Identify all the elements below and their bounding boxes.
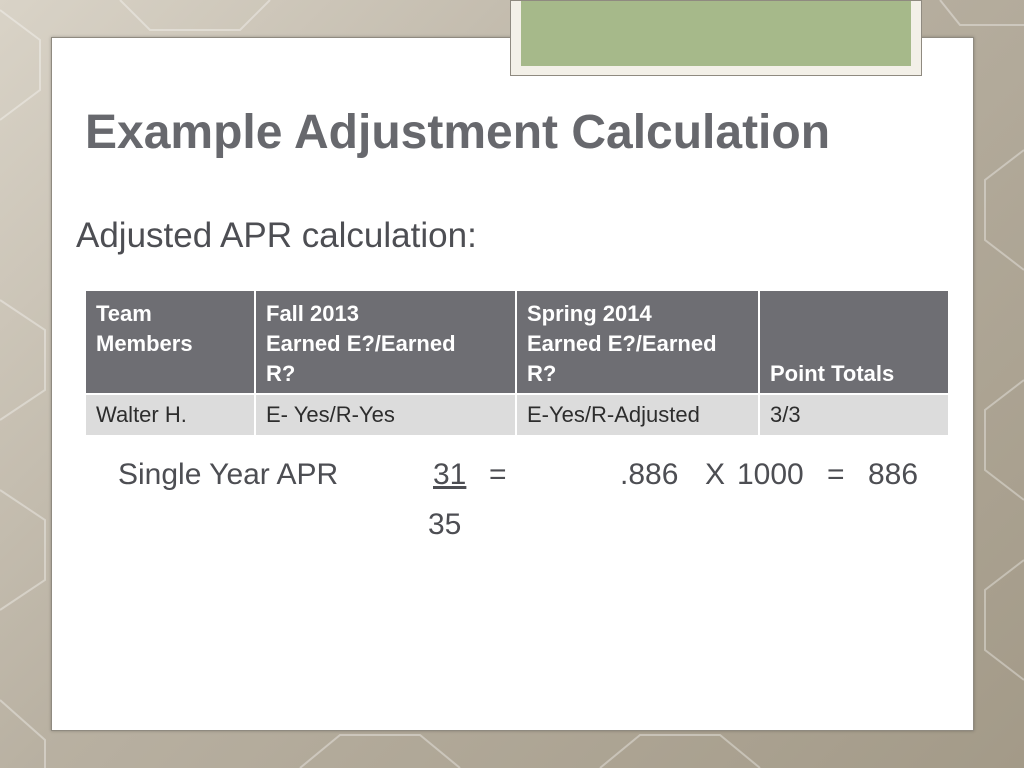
header-line: R?	[527, 361, 557, 386]
header-team-members	[85, 290, 255, 394]
apr-table	[84, 289, 950, 437]
slide-subtitle: Adjusted APR calculation:	[76, 216, 477, 255]
accent-green-panel	[521, 1, 911, 66]
cell-fall-2013: E- Yes/R-Yes	[255, 394, 516, 436]
header-line: Point Totals	[770, 361, 895, 386]
calc-equals-2: =	[827, 458, 845, 491]
header-point-totals	[759, 290, 949, 394]
calc-equals-1: =	[489, 458, 507, 491]
header-line: Spring 2014	[527, 301, 652, 326]
calc-result: 886	[868, 458, 919, 491]
header-spring-2014	[516, 290, 759, 394]
calc-ratio: .886	[620, 458, 679, 491]
calc-times: X	[705, 458, 726, 491]
cell-spring-2014: E-Yes/R-Adjusted	[516, 394, 759, 436]
table-header-row	[85, 290, 949, 394]
header-line: Earned E?/Earned	[266, 331, 456, 356]
calc-label: Single Year APR	[118, 458, 339, 491]
header-line: Fall 2013	[266, 301, 359, 326]
header-fall-2013	[255, 290, 516, 394]
slide-title: Example Adjustment Calculation	[85, 106, 831, 159]
header-line: Team	[96, 301, 152, 326]
table-row	[85, 394, 949, 436]
calc-numerator: 31	[433, 458, 467, 491]
calc-denominator: 35	[428, 508, 462, 541]
header-line: R?	[266, 361, 296, 386]
header-line: Members	[96, 331, 193, 356]
header-line: Earned E?/Earned	[527, 331, 717, 356]
cell-point-totals: 3/3	[759, 394, 949, 436]
accent-decoration	[510, 0, 922, 76]
cell-team-member: Walter H.	[85, 394, 255, 436]
calc-multiplier: 1000	[737, 458, 804, 491]
